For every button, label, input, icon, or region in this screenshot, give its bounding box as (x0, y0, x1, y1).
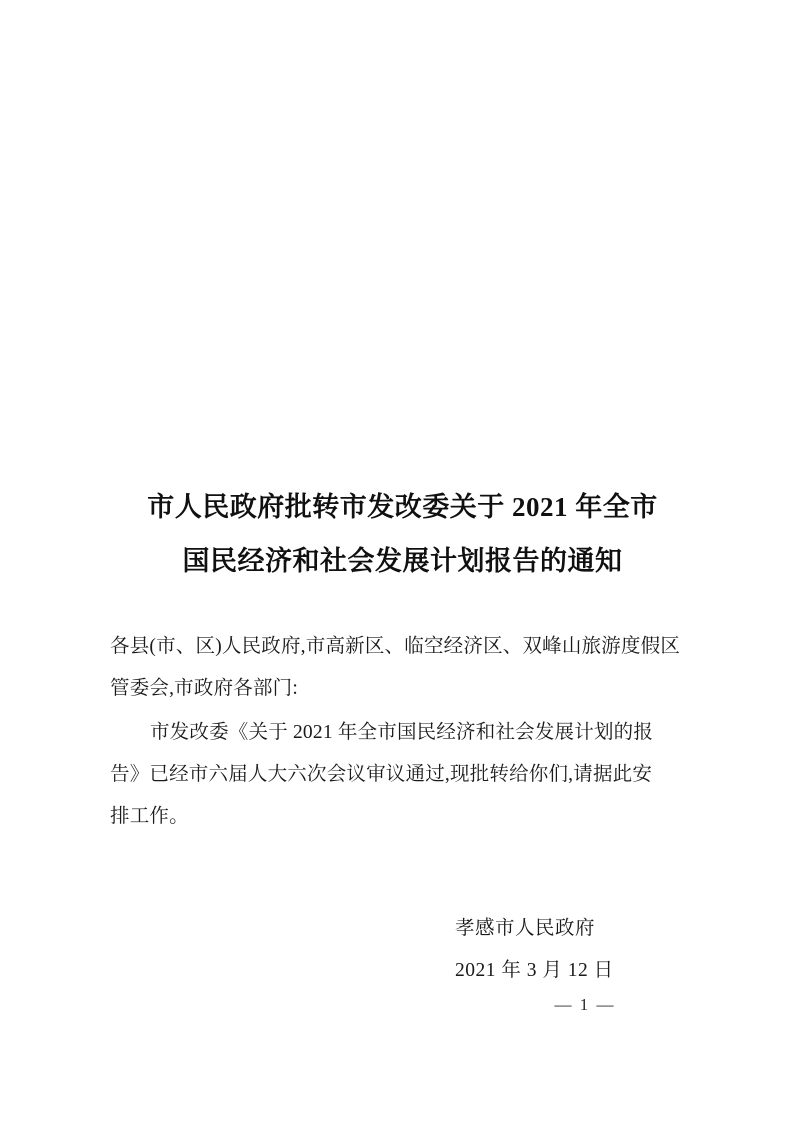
paragraph-line-3: 排工作。 (110, 806, 189, 827)
signature-date: 2021 年 3 月 12 日 (455, 960, 614, 981)
signature-block (455, 908, 715, 992)
title-line-1: 市人民政府批转市发改委关于 2021 年全市 (147, 492, 658, 522)
page-number-text: — 1 — (554, 995, 616, 1014)
addressee-block (110, 626, 695, 710)
paragraph-line-2: 告》已经市六届人大六次会议审议通过,现批转给你们,请据此安 (110, 764, 653, 785)
signature-organization: 孝感市人民政府 (455, 918, 596, 939)
page-number (0, 995, 800, 1015)
paragraph-line-1: 市发改委《关于 2021 年全市国民经济和社会发展计划的报 (150, 722, 654, 743)
document-body (110, 480, 695, 838)
title-line-2: 国民经济和社会发展计划报告的通知 (182, 546, 623, 576)
addressee-line-2: 管委会,市政府各部门: (110, 678, 298, 699)
addressee-line-1: 各县(市、区)人民政府,市高新区、临空经济区、双峰山旅游度假区 (110, 636, 681, 657)
body-paragraph (110, 712, 695, 838)
document-title (110, 480, 695, 588)
